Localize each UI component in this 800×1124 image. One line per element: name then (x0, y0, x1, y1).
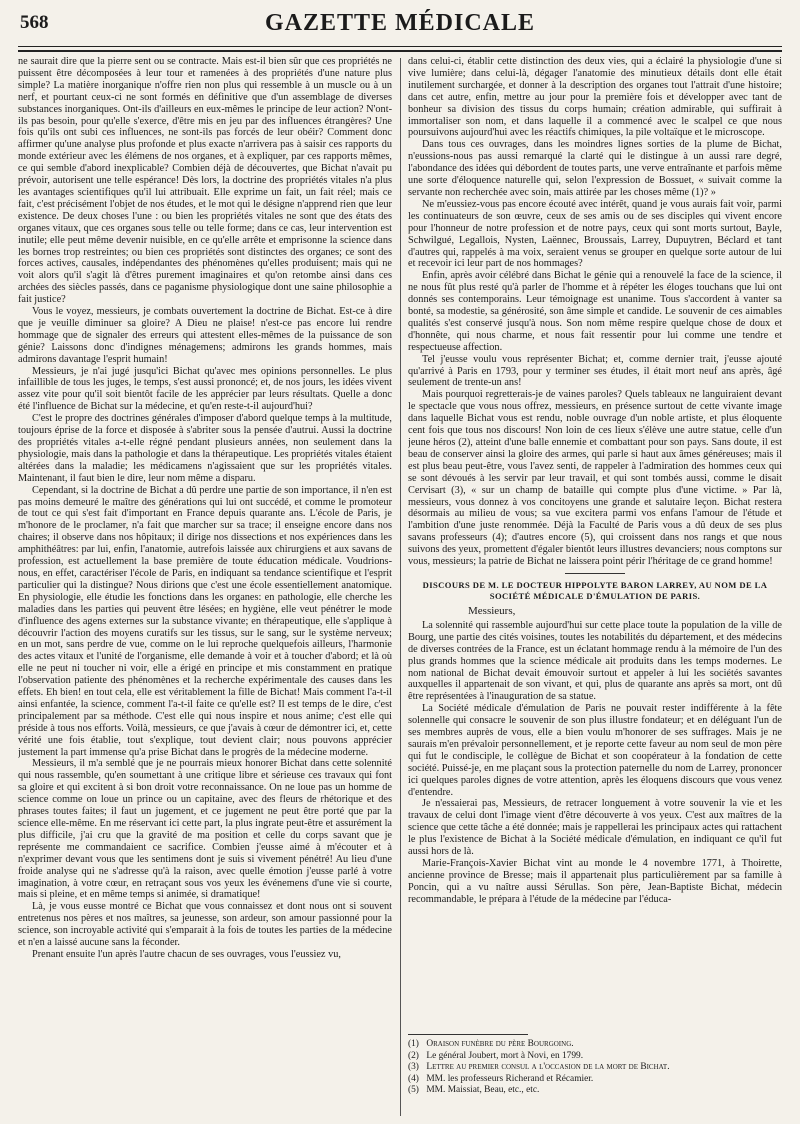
footnotes (408, 1034, 782, 1097)
paragraph: Ne m'eussiez-vous pas encore écouté avec intérêt, quand je vous aurais fait voir, parmi les continuateurs de son œuvre, ceux de ses amis ou de ses disciples qui vivent encore pour l'honneur de notre profession et de notre pays, ceux qui sont morts surtout, Bayle, Schwilgué, Legallois, Nysten, Laënnec, Broussais, Larrey, Dupuytren, Béclard et tant d'autres qui, rappelés à ma voix, seraient venus se grouper en quelque sorte autour de lui et recevoir ici leur part de nos hommages? (408, 198, 782, 270)
header-rule (18, 46, 782, 47)
section-rule (565, 573, 625, 574)
footnote (408, 1062, 782, 1074)
paragraph: Tel j'eusse voulu vous représenter Bichat; et, comme dernier trait, j'eusse ajouté qu'arrivé à Paris en 1793, pour y terminer ses études, il était mort neuf ans après, âgé seulement de trente-un ans! (408, 353, 782, 389)
footnote-text: Le général Joubert, mort à Novi, en 1799. (426, 1050, 584, 1061)
salutation: Messieurs, (468, 604, 516, 617)
footnote-text: MM. Maissiat, Beau, etc., etc. (426, 1085, 540, 1096)
paragraph: C'est le propre des doctrines générales d'imposer d'abord quelque temps à la multitude, toujours éprise de la force et disposée à s'abriter sous la pensée d'autrui. Aussi la doctrine des propriétés vitales a-t-elle régné pendant plusieurs années, non seulement dans la physiologie, mais dans la pathologie et dans la thérapeutique. Les propriétés vitales étaient altérées dans la maladie; les médicamens n'agissaient que sur les propriétés vitales. Maintenant, il faut bien le dire, leur nom même a disparu. (18, 413, 392, 484)
discourse-title: DISCOURS DE M. LE DOCTEUR HIPPOLYTE BARON LARREY, AU NOM DE LA SOCIÉTÉ MÉDICALE D'ÉMULATION DE PARIS. (422, 579, 768, 601)
footnote-number: (3) (408, 1062, 419, 1073)
footnote-number: (2) (408, 1050, 419, 1061)
running-title: GAZETTE MÉDICALE (264, 10, 536, 36)
paragraph: Prenant ensuite l'un après l'autre chacun de ses ouvrages, vous l'eussiez vu, (32, 948, 341, 960)
paragraph: Enfin, après avoir célébré dans Bichat le génie qui a renouvelé la face de la science, il ne nous fût plus resté qu'à parler de l'homme et à répéter les éloges touchans que lui ont donnés ses contemporains. Leur témoignage est unanime. Tous s'accordent à vanter sa bonté, sa modestie, sa générosité, son âme simple et candide. Le souvenir de ces aimables qualités s'est conservé jusqu'à nous. Son nom même respire quelque chose de doux et d'honnête, qui nous charme, et nous fait ressentir pour lui comme une tendre et respectueuse affection. (408, 270, 782, 353)
left-column (18, 56, 392, 1118)
paragraph: Mais pourquoi regretterais-je de vaines paroles? Quels tableaux ne languiraient devant le spectacle que vous nous offrez, messieurs, en présence surtout de cette vivante image dans laquelle Bichat vous est rendu, noble ouvrage d'un noble artiste, et plus éloquente cent fois que tous nos discours! Non loin de ces lieux s'élève une autre statue, celle d'un jeune héros (2), atteint d'une balle ennemie et combattant pour son pays. Sans doute, il est beau de conserver ainsi la gloire des armes, qui parle si haut aux âmes généreuses; mais il est plus beau peut-être, vous l'avez senti, de rappeler à l'admiration des hommes ceux qui se sont dévoués à les servir par leur travail, et qui sont tombés aussi, comme le disait Cervisart (3), « sur un champ de bataille qui compte plus d'une victime. » Par là, messieurs, vous donnez à vos concitoyens une grande et salutaire leçon. Bichat restera désormais au milieu de vous; sa vue excitera parmi vos enfans l'amour de l'étude et l'ambition d'une juste renommée. Déjà la Faculté de Paris vous a dû deux de ses plus savans professeurs (4); d'autres encore (5), qui croissent dans nos rangs et que nous suivons des yeux, promettent d'égaler bientôt leurs illustres devanciers; nous comptons sur vous, messieurs; la patrie de Bichat ne laissera point périr l'héritage de ce grand homme! (408, 389, 782, 568)
footnote-text: MM. les professeurs Richerand et Récamier. (426, 1073, 594, 1084)
page-number: 568 (20, 12, 49, 33)
paragraph: Je n'essaierai pas, Messieurs, de retracer longuement à votre souvenir la vie et les travaux de celui dont l'image vient d'être découverte à vos yeux. C'est aux maîtres de la science que cette tâche a été donnée; mais je rappellerai les principaux actes qui rattachent le plus l'existence de Bichat à la Société médicale d'émulation, en indiquant ce qu'il fut aussi hors de là. (408, 798, 782, 858)
paragraph: La solennité qui rassemble aujourd'hui sur cette place toute la population de la ville de Bourg, une partie des cités voisines, toutes les notabilités du département, et des médecins de diverses contrées de la France, est un éclatant hommage rendu à la mémoire de l'un des plus grands hommes que la science médicale ait produits dans les temps modernes. Le nom national de Bichat devait émouvoir surtout et appeler à lui les sociétés savantes auxquelles il appartenait de son vivant, et qui, plus de quarante ans après sa mort, ont dû être représentées à l'inauguration de sa statue. (408, 619, 782, 703)
paragraph: ne saurait dire que la pierre sent ou se contracte. Mais est-il bien sûr que ces propriétés ne puissent être décomposées à leur tour et ramenées à des propriétés d'une nature plus simple? La matière inorganique n'offre rien non plus qui ressemble à un muscle ou à un nerf, et pourtant ceux-ci ne sont formés en définitive que d'un assemblage de diverses substances inorganiques. Ont-ils d'ailleurs en eux-mêmes le principe de leur action? N'ont-ils pas besoin, pour qu'elle s'exerce, d'être mis en jeu par des influences étrangères? Une fois qu'ils ont subi ces influences, ne sont-ils pas forcés de leur obéir? Comment donc affirmer qu'une analyse plus profonde et plus exacte n'arrivera pas à saisir ces rapports du monde extérieur avec les élémens de nos organes, et à expliquer, par ces rapports mêmes, ce qui semble d'abord inexplicable? Combien déjà de découvertes, que Bichat n'avait pu prévoir, autorisent une telle espérance! Dès lors, la doctrine des propriétés vitales n'a plus les avantages scientifiques qu'il lui attribuait. Elle exprime un fait, un fait réel; mais ce fait, c'est précisément l'objet de nos études, et le mot qui le désigne n'apprend rien que leur existence. De deux choses l'une : ou bien les propriétés vitales ne sont que des états des organes vitaux, que ces organes sous telle ou telle forme; dans ce cas, leur intervention est inutile; elle peut même devenir nuisible, en ce qu'elle arrête et emprisonne la science dans les bornes trop restreintes; ou bien ces propriétés sont distinctes des organes; ce sont des forces actives, causales, indépendantes des phénomènes qu'elles produisent; mais qui ne voit alors qu'il s'agit là d'êtres purement imaginaires et qu'on retombe ainsi dans ces archées des siècles passés, dans ce paganisme physiologique dont une saine philosophie a fait justice? (18, 56, 392, 306)
paragraph: Là, je vous eusse montré ce Bichat que vous connaissez et dont nous ont si souvent entretenus nos pères et nos maîtres, sa jeunesse, son ardeur, son amour passionné pour la science, son incroyable activité qui s'emparait à la fois de toutes les parties de la médecine et n'en a laissé aucune sans la féconder. (18, 901, 392, 949)
footnote (408, 1085, 782, 1097)
paragraph: Marie-François-Xavier Bichat vint au monde le 4 novembre 1771, à Thoirette, ancienne province de Bresse; mais il appartenait plus particulièrement par sa famille à Poncin, qui a vu naître aussi Sérullas. Son père, Jean-Baptiste Bichat, médecin recommandable, le prépara à l'étude de la médecine par l'éduca- (408, 858, 782, 905)
footnote-rule (408, 1034, 528, 1035)
footnote (408, 1051, 782, 1063)
paragraph: Dans tous ces ouvrages, dans les moindres lignes sorties de la plume de Bichat, n'eussions-nous pas aussi remarqué la clarté qui le distingue à un aussi rare degré, l'abondance des idées qui débordent de toutes parts, une verve entraînante et parfois même une sorte d'éloquence naturelle qui, selon l'expression de Bossuet, « suivait comme la servante non recherchée avec soin, mais attirée par les choses même (1)? » (408, 139, 782, 198)
right-column (408, 56, 782, 1118)
column-divider (400, 58, 401, 1116)
header-rule-thick (18, 50, 782, 52)
footnote (408, 1039, 782, 1051)
page-header (18, 8, 782, 48)
paragraph: Cependant, si la doctrine de Bichat a dû perdre une partie de son importance, il n'en est pas moins demeuré le maître des générations qui lui ont succédé, et comme le promoteur de tout ce qui s'est fait d'important en France depuis quarante ans. L'école de Paris, je m'honore de le proclamer, n'a fait que marcher sur sa trace; il enseigne encore dans nos chaires; il observe dans nos hôpitaux; il dirige nos dissections et nos expériences dans les amphithéâtres: par lui, enfin, l'anatomie, autrefois laissée aux chirurgiens et aux savans de profession, est actuellement la base première de toute éducation médicale. Voudrions-nous, en effet, caractériser l'école de Paris, en indiquant sa tendance scientifique et l'esprit particulier qui la distingue? Nous dirions que c'est une école essentiellement anatomique. En physiologie, elle étudie les fonctions dans les organes: en pathologie, elle cherche les maladies dans les parties qui peuvent être lésées; en hygiène, elle veut pénétrer le mode d'influence des agens externes sur la substance vivante; en thérapeutique, elle s'applique à découvrir l'action des moyens curatifs sur les tissus, sur le sang, sur le système nerveux; en un mot, sans perdre de vue, comme on le lui reproche quelquefois ailleurs, l'harmonie des actes vitaux et l'unité de l'organisme, elle demande à voir et à toucher d'abord; et là où elle ne peut ni toucher ni voir, elle a érigé en principe et mis constamment en pratique l'observation patiente des phénomènes et la recherche expérimentale des causes dans les effets. Eh bien! en tout cela, elle est véritablement la fille de Bichat! Mais comment l'a-t-il ainsi enfantée, la science, comment l'a-t-il faite ce qu'elle est? Il est temps de le dire, c'est principalement par sa méthode. C'est elle qui nous inspire et nous anime; c'est elle qui préside à tous nos efforts. Voilà, messieurs, ce que j'avais à cœur de démontrer ici, et, cette vérité une fois établie, tout s'explique, tout devient clair; nous pouvons apprécier justement la part immense qu'a prise Bichat dans le progrès de la médecine moderne. (18, 484, 392, 758)
footnote-number: (5) (408, 1085, 419, 1096)
paragraph: La Société médicale d'émulation de Paris ne pouvait rester indifférente à la fête solennelle qui consacre le souvenir de son plus illustre fondateur; et en déléguant l'un de ses membres auprès de vous, elle a bien voulu m'honorer de ses suffrages. Mais je ne saurais m'en prévaloir personnellement, et je reporte cette faveur au nom seul de mon père qui fut le condisciple, le collègue de Bichat et son coopérateur à la fondation de cette société. Puissé-je, en me plaçant sous la protection paternelle du nom de Larrey, prononcer ici quelques paroles dignes de votre attention, après les éloquens discours que vous venez d'entendre. (408, 703, 782, 798)
footnote-text: Oraison funèbre du père Bourgoing. (426, 1039, 574, 1049)
footnote-text: Lettre au premier consul a l'occasion de la mort de Bichat. (426, 1062, 670, 1073)
footnote (408, 1074, 782, 1086)
footnote-number: (4) (408, 1073, 419, 1084)
footnote-number: (1) (408, 1039, 419, 1049)
paragraph: dans celui-ci, établir cette distinction des deux vies, qui a éclairé la physiologie d'une si vive lumière; dans celui-là, dégager l'anatomie des minutieux détails dont elle était inutilement surchargée, et donner à la description des organes tout l'attrait d'une histoire; dans cet autre, enfin, mettre au jour pour la première fois et développer avec tant de bonheur sa division des tissus du corps humain; création admirable, qui suffirait à immortaliser son nom, et dans laquelle il a commencé avec le scalpel ce que nous poursuivons aujourd'hui avec les réactifs chimiques, la pile voltaïque et le microscope. (408, 56, 782, 139)
paragraph: Messieurs, il m'a semblé que je ne pourrais mieux honorer Bichat dans cette solennité qui nous rassemble, qu'en soumettant à une critique libre et sérieuse ces travaux qui font sa gloire et qui excitent à si bon droit votre reconnaissance. On ne loue pas un homme de science comme on loue un prince ou un capitaine, avec des fleurs de rhétorique et des phrases toutes faites; il faut un jugement, et ce jugement ne peut être porté que par la science elle-même. En me réservant ici cette part, la plus ingrate peut-être et assurément la plus difficile, j'ai cru que la gravité de ma position et celle du corps savant que je représente me commandaient ce sacrifice. Combien j'eusse aimé à m'écouter et à n'exprimer devant vous que les sentimens dont je suis si vivement pénétré! Au lieu d'une froide analyse qui ne s'adresse qu'à la raison, avec quelle émotion j'eusse parlé à votre imagination, à votre cœur, en retraçant sous vos yeux les événemens d'une vie si courte, mais si pleine, et en même temps si animée, si dramatique! (18, 758, 392, 901)
paragraph: Messieurs, je n'ai jugé jusqu'ici Bichat qu'avec mes opinions personnelles. Le plus infaillible de tous les juges, le temps, s'est aussi prononcé; et, de nos jours, les idées vivent assez vite pour qu'il soit bientôt facile de les apprécier par leurs résultats. Quelle a donc été l'influence de Bichat sur la médecine, et qu'en reste-t-il aujourd'hui? (18, 365, 392, 413)
paragraph: Vous le voyez, messieurs, je combats ouvertement la doctrine de Bichat. Est-ce à dire que je veuille diminuer sa gloire? A Dieu ne plaise! n'est-ce pas encore lui rendre hommage que de signaler des erreurs qui attestent elles-mêmes de la puissance de son génie? Laissons donc d'indignes ménagemens; admirons les grands hommes, mais admirons davantage l'esprit humain! (18, 306, 392, 365)
